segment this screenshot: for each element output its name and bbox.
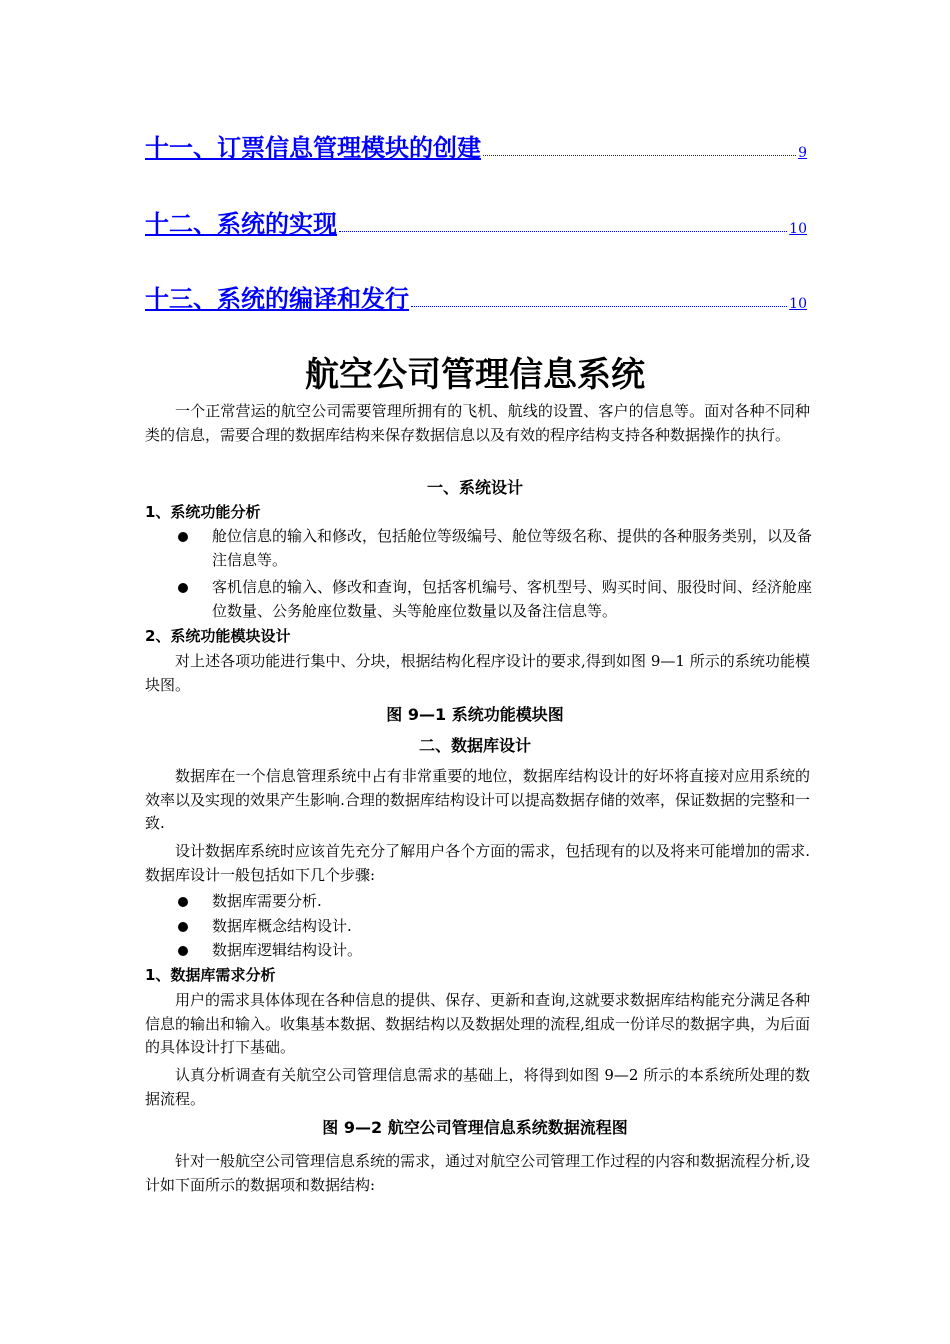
list-item <box>178 939 818 963</box>
list-item-text: 舱位信息的输入和修改，包括舱位等级编号、舱位等级名称、提供的各种服务类别，以及备注信息等。 <box>212 527 813 569</box>
toc-entry-title[interactable]: 十二、系统的实现 <box>145 210 337 238</box>
list-item <box>178 890 818 914</box>
list-item-text: 数据库需要分析. <box>212 892 322 910</box>
toc-entry-11[interactable] <box>145 134 807 162</box>
subsection-heading-requirements: 1、数据库需求分析 <box>145 966 276 984</box>
dataflow-paragraph: 认真分析调查有关航空公司管理信息需求的基础上，将得到如图 9—2 所示的本系统所处理的数据流程。 <box>145 1066 810 1108</box>
bullet-dot-icon <box>178 922 188 932</box>
bullet-dot-icon <box>178 946 188 956</box>
list-item-text: 数据库逻辑结构设计。 <box>212 941 363 959</box>
toc-leader-dots <box>411 305 787 307</box>
toc-entry-13[interactable] <box>145 285 807 313</box>
list-item-text: 客机信息的输入、修改和查询，包括客机编号、客机型号、购买时间、服役时间、经济舱座位数量、公务舱座位数量、头等舱座位数量以及备注信息等。 <box>212 578 813 620</box>
toc-entry-title[interactable]: 十一、订票信息管理模块的创建 <box>145 134 481 162</box>
bullet-dot-icon <box>178 897 188 907</box>
toc-page-number[interactable]: 10 <box>789 221 807 237</box>
bullet-dot-icon <box>178 583 188 593</box>
subsection-heading-module-design: 2、系统功能模块设计 <box>145 627 291 645</box>
list-item <box>178 525 818 572</box>
requirements-paragraph: 用户的需求具体体现在各种信息的提供、保存、更新和查询,这就要求数据库结构能充分满足各种信息的输出和输入。收集基本数据、数据结构以及数据处理的流程,组成一份详尽的数据字典，为后面的具体设计打下基础。 <box>145 991 810 1056</box>
toc-leader-dots <box>483 154 796 156</box>
figure-caption-9-2: 图 9—2 航空公司管理信息系统数据流程图 <box>322 1118 628 1137</box>
toc-leader-dots <box>339 230 787 232</box>
list-item-text: 数据库概念结构设计. <box>212 917 352 935</box>
document-title: 航空公司管理信息系统 <box>305 355 645 395</box>
toc-page-number[interactable]: 9 <box>798 145 807 161</box>
list-item <box>178 576 818 623</box>
data-items-paragraph: 针对一般航空公司管理信息系统的需求，通过对航空公司管理工作过程的内容和数据流程分析,设计如下面所示的数据项和数据结构: <box>145 1152 810 1194</box>
toc-entry-12[interactable] <box>145 210 807 238</box>
toc-entry-title[interactable]: 十三、系统的编译和发行 <box>145 285 409 313</box>
subsection-heading-function-analysis: 1、系统功能分析 <box>145 503 261 521</box>
bullet-dot-icon <box>178 532 188 542</box>
section-heading-system-design: 一、系统设计 <box>426 478 523 497</box>
database-intro-paragraph: 数据库在一个信息管理系统中占有非常重要的地位，数据库结构设计的好坏将直接对应用系统的效率以及实现的效果产生影响.合理的数据库结构设计可以提高数据存储的效率，保证数据的完整和一致. <box>145 767 810 832</box>
intro-paragraph: 一个正常营运的航空公司需要管理所拥有的飞机、航线的设置、客户的信息等。面对各种不同种类的信息，需要合理的数据库结构来保存数据信息以及有效的程序结构支持各种数据操作的执行。 <box>145 402 810 444</box>
module-design-paragraph: 对上述各项功能进行集中、分块，根据结构化程序设计的要求,得到如图 9—1 所示的系统功能模块图。 <box>145 652 810 694</box>
database-steps-paragraph: 设计数据库系统时应该首先充分了解用户各个方面的需求，包括现有的以及将来可能增加的需求.数据库设计一般包括如下几个步骤: <box>145 842 810 884</box>
list-item <box>178 915 818 939</box>
section-heading-database-design: 二、数据库设计 <box>418 736 531 755</box>
figure-caption-9-1: 图 9—1 系统功能模块图 <box>386 705 564 724</box>
toc-page-number[interactable]: 10 <box>789 296 807 312</box>
